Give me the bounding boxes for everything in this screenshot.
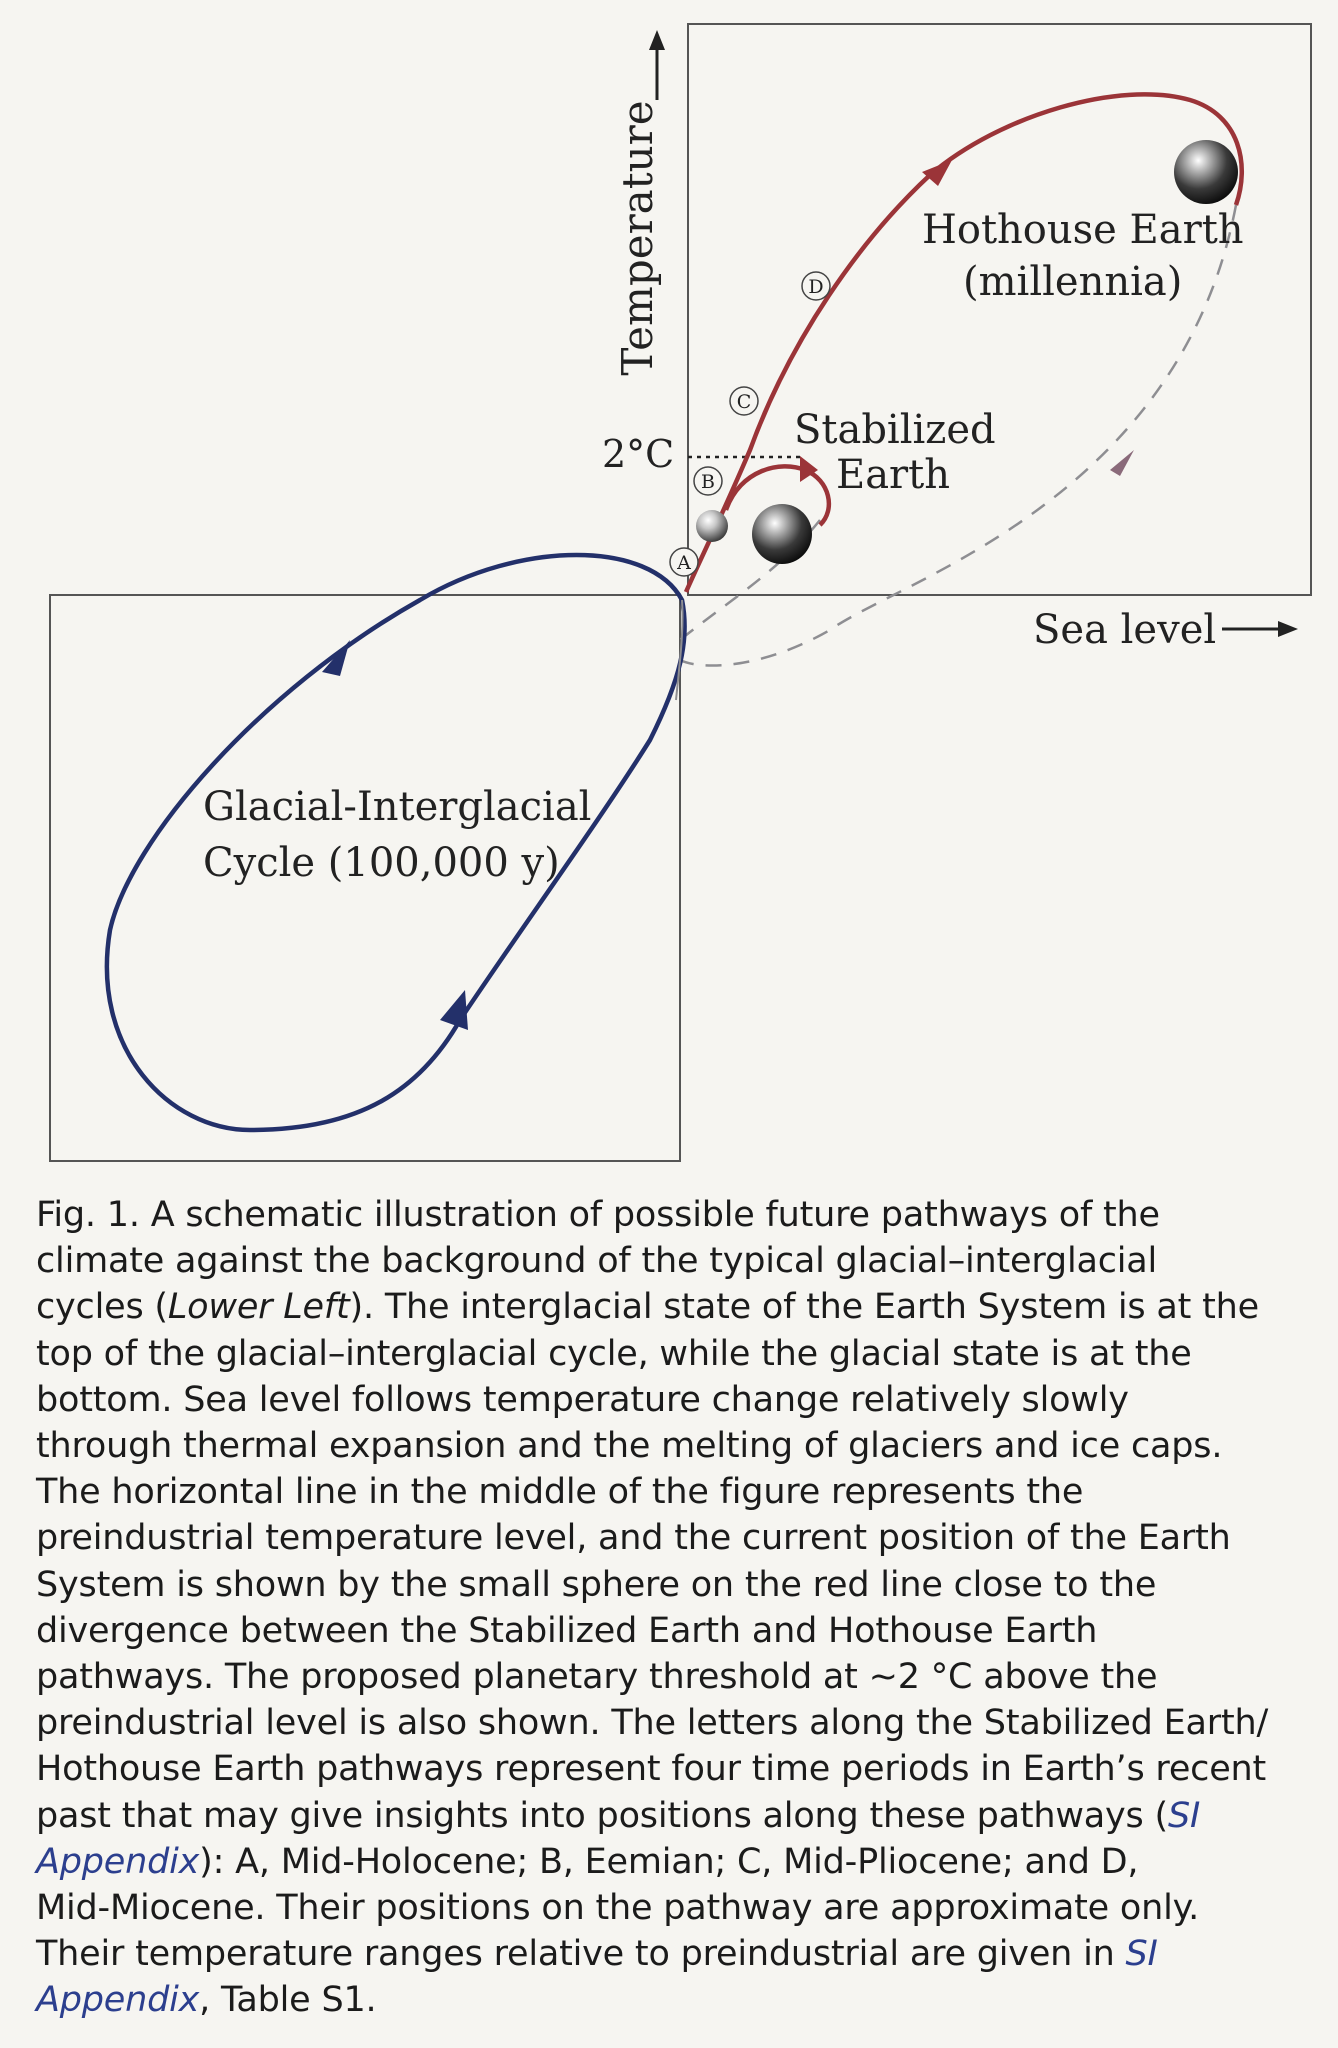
caption-line <box>36 1331 1306 1377</box>
svg-text:B: B <box>701 471 715 493</box>
caption-text: pathways. The proposed planetary threshold at ~2 °C above the <box>36 1657 1158 1698</box>
caption-line <box>36 1469 1306 1515</box>
hothouse-label-line2: (millennia) <box>963 259 1183 305</box>
sea-level-axis-label: Sea level <box>1033 607 1217 653</box>
caption-text: divergence between the Stabilized Earth and Hothouse Earth <box>36 1610 1098 1651</box>
caption-text: Lower Left <box>167 1287 350 1328</box>
caption-line <box>36 1654 1306 1700</box>
marker-b <box>694 467 722 495</box>
marker-a <box>670 548 698 576</box>
caption-line <box>36 1423 1306 1469</box>
caption-line <box>36 1839 1306 1885</box>
caption-text: through thermal expansion and the melting of glaciers and ice caps. <box>36 1426 1223 1467</box>
marker-c <box>730 387 758 415</box>
threshold-label: 2°C <box>602 432 675 476</box>
caption-text: , Table S1. <box>199 1980 377 2021</box>
hothouse-label-line1: Hothouse Earth <box>922 207 1244 253</box>
caption-text: Their temperature ranges relative to preindustrial are given in <box>36 1934 1126 1975</box>
current-position-sphere <box>696 510 728 542</box>
caption-line <box>36 1931 1306 1977</box>
caption-line <box>36 1793 1306 1839</box>
sea-level-axis-arrow-icon <box>1222 621 1298 637</box>
cycle-arrowhead-upper-icon <box>322 640 350 676</box>
caption-text: preindustrial level is also shown. The letters along the Stabilized Earth/ <box>36 1703 1269 1744</box>
caption-text: preindustrial temperature level, and the current position of the Earth <box>36 1518 1231 1559</box>
caption-text: bottom. Sea level follows temperature change relatively slowly <box>36 1379 1129 1420</box>
svg-text:A: A <box>677 552 691 574</box>
caption-line <box>36 1515 1306 1561</box>
stabilized-earth-sphere <box>752 504 812 564</box>
caption-line <box>36 1284 1306 1330</box>
caption-line <box>36 1608 1306 1654</box>
caption-text: ): A, Mid-Holocene; B, Eemian; C, Mid-Pliocene; and D, <box>199 1841 1139 1882</box>
hothouse-earth-sphere <box>1174 140 1238 204</box>
caption-link[interactable]: Appendix <box>36 1980 200 2021</box>
dashed-return-arrowhead-icon <box>1110 450 1134 476</box>
caption-line <box>36 1885 1306 1931</box>
stabilized-label-line2: Earth <box>836 452 951 498</box>
caption-text: Fig. 1. A schematic illustration of possible future pathways of the <box>36 1195 1160 1235</box>
glacial-label-line1: Glacial-Interglacial <box>203 784 592 830</box>
caption-line <box>36 1977 1306 2023</box>
stabilized-label-line1: Stabilized <box>794 407 996 453</box>
temperature-axis-arrow-icon <box>649 30 665 100</box>
figure-caption <box>36 1192 1306 2024</box>
caption-line <box>36 1562 1306 1608</box>
svg-text:D: D <box>808 276 824 298</box>
caption-line <box>36 1238 1306 1284</box>
caption-text: ). The interglacial state of the Earth System is at the <box>349 1287 1259 1328</box>
caption-text: Hothouse Earth pathways represent four time periods in Earth’s recent <box>36 1749 1267 1790</box>
caption-text: System is shown by the small sphere on the red line close to the <box>36 1564 1157 1605</box>
caption-text: climate against the background of the typical glacial–interglacial <box>36 1241 1158 1282</box>
hothouse-arrowhead-icon <box>922 160 952 186</box>
caption-link[interactable]: SI <box>1125 1934 1158 1975</box>
caption-text: Mid-Miocene. Their positions on the pathway are approximate only. <box>36 1888 1200 1929</box>
caption-text: top of the glacial–interglacial cycle, while the glacial state is at the <box>36 1333 1192 1374</box>
svg-text:C: C <box>736 391 752 413</box>
caption-text: The horizontal line in the middle of the figure represents the <box>36 1472 1084 1513</box>
temperature-axis-label: Temperature <box>613 100 662 376</box>
glacial-label-line2: Cycle (100,000 y) <box>203 840 560 886</box>
caption-line <box>36 1746 1306 1792</box>
caption-line <box>36 1192 1306 1238</box>
caption-line <box>36 1377 1306 1423</box>
caption-text: cycles ( <box>36 1287 168 1328</box>
caption-link[interactable]: Appendix <box>36 1841 200 1882</box>
caption-link[interactable]: SI <box>1167 1795 1201 1836</box>
cycle-arrowhead-lower-icon <box>440 990 468 1030</box>
caption-line <box>36 1700 1306 1746</box>
marker-d <box>802 272 830 300</box>
caption-text: past that may give insights into positions along these pathways ( <box>36 1795 1168 1836</box>
